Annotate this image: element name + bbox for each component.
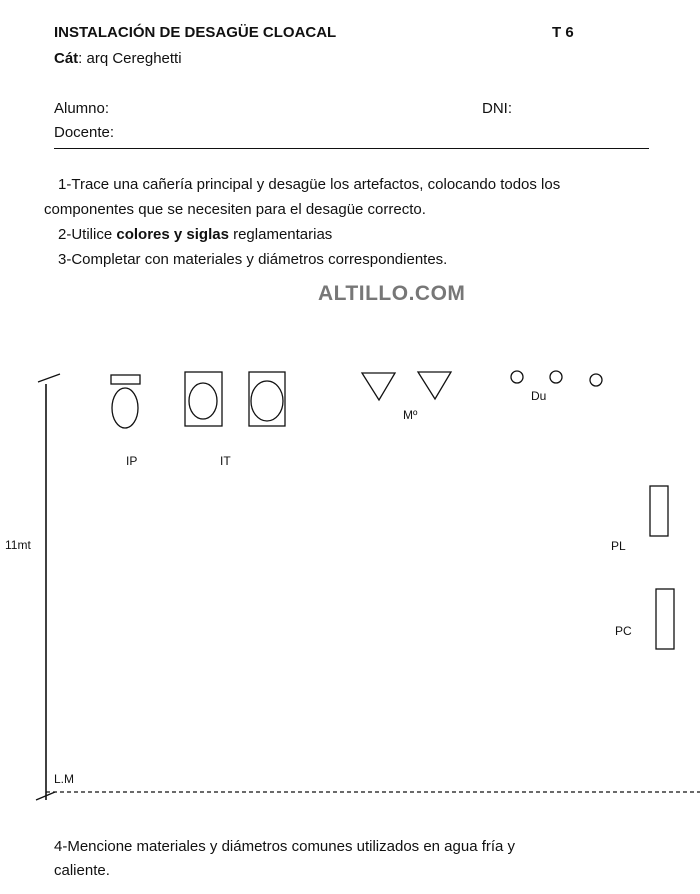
ducha-1 [511, 371, 523, 383]
pc-label: PC [615, 624, 632, 638]
height-label: 11mt [5, 538, 31, 552]
it-bowl-1 [189, 383, 217, 419]
doc-title: INSTALACIÓN DE DESAGÜE CLOACAL [54, 24, 337, 41]
instruction-2-bold: colores y siglas [116, 226, 229, 243]
docente-field: Docente: [54, 124, 115, 141]
height-tick-top [38, 374, 60, 382]
it-bowl-2 [251, 381, 283, 421]
pc-fixture [656, 589, 674, 649]
watermark: ALTILLO.COM [318, 282, 466, 305]
instruction-2-post: reglamentarias [228, 226, 333, 243]
ducha-label: Du [531, 389, 547, 403]
instruction-1a: 1-Trace una cañería principal y desagüe los artefactos, colocando todos los [58, 176, 561, 193]
question-4b: caliente. [54, 862, 110, 879]
mingitorio-2 [418, 372, 451, 399]
instruction-3: 3-Completar con materiales y diámetros correspondientes. [58, 251, 448, 268]
it-frame-2 [249, 372, 285, 426]
mingitorio-label: Mº [403, 408, 418, 422]
mingitorio-1 [362, 373, 395, 400]
dni-field: DNI: [482, 100, 512, 117]
ducha-2 [550, 371, 562, 383]
instruction-1b: componentes que se necesiten para el desagüe correcto. [44, 201, 426, 218]
ip-label: IP [126, 454, 138, 468]
ip-tank [111, 375, 140, 384]
alumno-field: Alumno: [54, 100, 110, 117]
pl-label: PL [611, 539, 626, 553]
ip-bowl [112, 388, 138, 428]
doc-code: T 6 [552, 24, 574, 41]
cat-value: : arq Cereghetti [78, 50, 182, 67]
pl-fixture [650, 486, 668, 536]
instruction-2-pre: 2-Utilice [58, 226, 117, 243]
it-label: IT [220, 454, 231, 468]
ducha-3 [590, 374, 602, 386]
question-4a: 4-Mencione materiales y diámetros comunes utilizados en agua fría y [54, 838, 516, 855]
cat-label: Cát [54, 50, 79, 67]
lm-label: L.M [54, 772, 75, 786]
